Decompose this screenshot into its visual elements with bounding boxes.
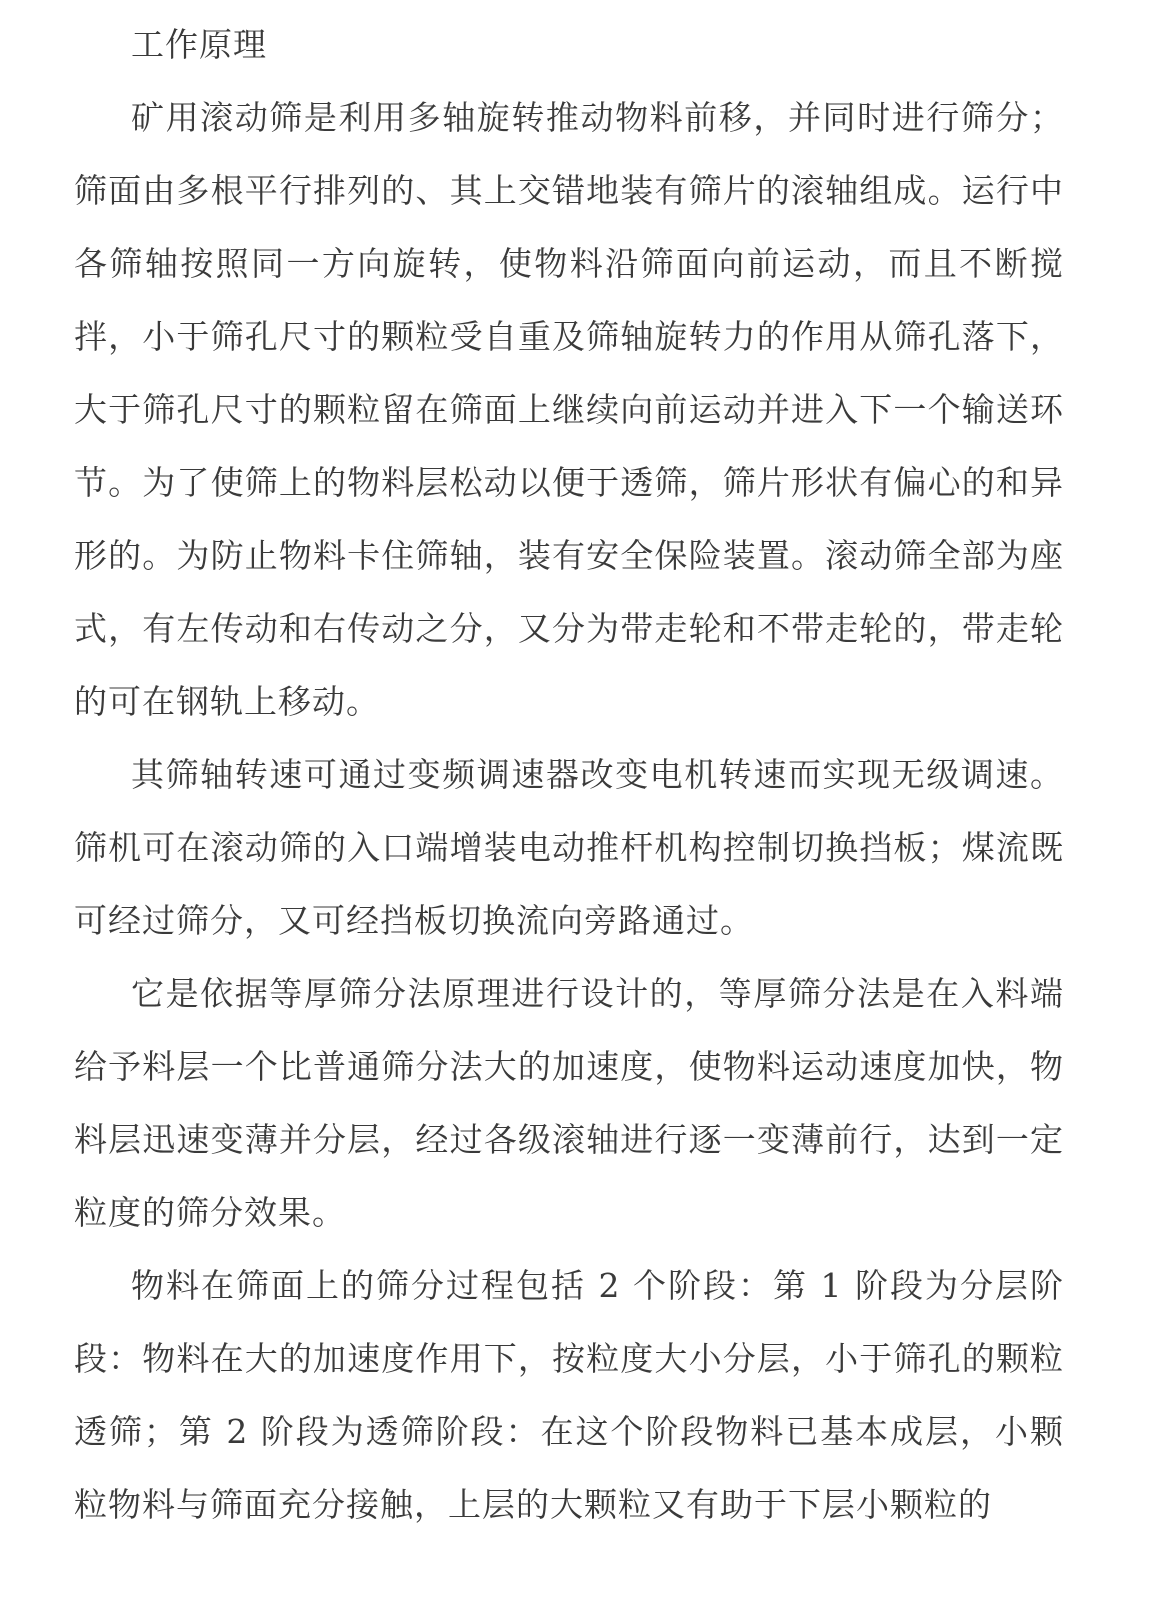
document-page — [74, 0, 1064, 1541]
paragraph-screening-stages: 物料在筛面上的筛分过程包括 2 个阶段：第 1 阶段为分层阶段：物料在大的加速度作用下，按粒度大小分层，小于筛孔的颗粒透筛；第 2 阶段为透筛阶段：在这个阶段物料已基本成层，小颗粒物料与筛面充分接触，上层的大颗粒又有助于下层小颗粒的 — [74, 1266, 1064, 1524]
paragraph-working-principle: 矿用滚动筛是利用多轴旋转推动物料前移，并同时进行筛分；筛面由多根平行排列的、其上交错地装有筛片的滚轴组成。运行中各筛轴按照同一方向旋转，使物料沿筛面向前运动，而且不断搅拌，小于筛孔尺寸的颗粒受自重及筛轴旋转力的作用从筛孔落下，大于筛孔尺寸的颗粒留在筛面上继续向前运动并进入下一个输送环节。为了使筛上的物料层松动以便于透筛，筛片形状有偏心的和异形的。为防止物料卡住筛轴，装有安全保险装置。滚动筛全部为座式，有左传动和右传动之分，又分为带走轮和不带走轮的，带走轮的可在钢轨上移动。 — [74, 98, 1064, 721]
paragraph-equal-thickness-method: 它是依据等厚筛分法原理进行设计的，等厚筛分法是在入料端给予料层一个比普通筛分法大的加速度，使物料运动速度加快，物料层迅速变薄并分层，经过各级滚轴进行逐一变薄前行，达到一定粒度的筛分效果。 — [74, 974, 1064, 1232]
paragraph-speed-control: 其筛轴转速可通过变频调速器改变电机转速而实现无级调速。筛机可在滚动筛的入口端增装电动推杆机构控制切换挡板；煤流既可经过筛分，又可经挡板切换流向旁路通过。 — [74, 755, 1064, 940]
section-heading: 工作原理 — [131, 25, 267, 64]
